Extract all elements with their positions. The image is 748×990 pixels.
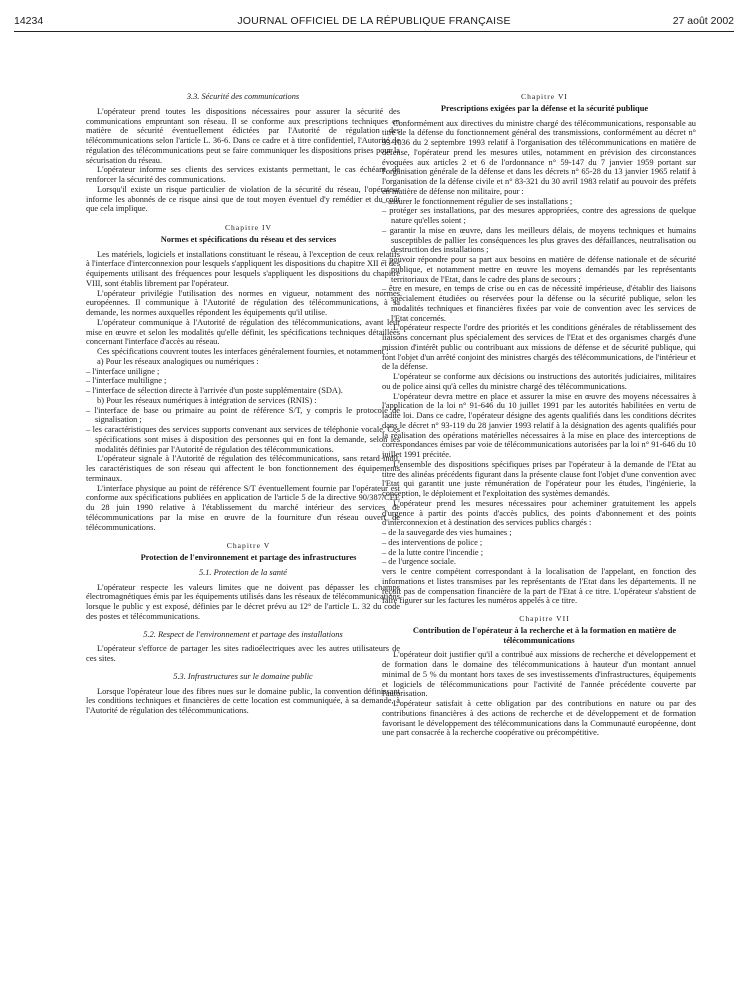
list-item: – de la lutte contre l'incendie ;: [382, 547, 484, 557]
paragraph: Lorsqu'il existe un risque particulier de violation de la sécurité du réseau, l'opérateur informe les abonnés de ce risque ainsi que de tout moyen éventuel d'y remédier et du coût que cela implique.: [86, 184, 400, 214]
paragraph: L'opérateur privilégie l'utilisation des normes en vigueur, notamment des normes européennes. Il communique à l'Autorité de régulation des télécommunications, à sa demande, les normes auxquelles répondent les équipements qu'il utilise.: [86, 288, 400, 317]
paragraph: L'ensemble des dispositions spécifiques prises par l'opérateur à la demande de l'Etat au titre des alinéas précédents figurant dans la présente clause font l'objet d'une convention avec l'Etat qui garantit une juste rémunération de l'opérateur pour les études, l'ingénierie, la conception, le déploiement et l'exploitation des systèmes demandés.: [382, 459, 696, 498]
paragraph: L'opérateur respecte l'ordre des priorités et les conditions générales de rétablissement des liaisons concernant plus spécialement des services de l'Etat et des organismes chargés d'une mission d'intérêt public ou contribuant aux missions de défense et de sécurité publique, qui font l'objet d'un arrêté conjoint des ministres chargés des télécommunications, de l'intérieur et de la défense.: [382, 323, 696, 372]
paragraph: L'opérateur respecte les valeurs limites que ne doivent pas dépasser les champs électromagnétiques émis par les équipements utilisés dans les réseaux de télécommunications lorsque le public y est exposé, définies par le décret prévu au 12° de l'article L. 32 du code des postes et télécommunications.: [86, 582, 400, 621]
paragraph: L'opérateur informe ses clients des services existants permettant, le cas échéant, de renforcer la sécurité des communications.: [86, 165, 400, 184]
list-item: – des interventions de police ;: [382, 537, 483, 547]
paragraph: L'opérateur signale à l'Autorité de régulation des télécommunications, sans retard indû, les caractéristiques de son réseau qui affectent le bon fonctionnement des équipements terminaux.: [86, 454, 400, 483]
section-5-3-heading: 5.3. Infrastructures sur le domaine public: [173, 671, 313, 681]
paragraph: Les matériels, logiciels et installations constituant le réseau, à l'exception de ceux relatifs à l'interface d'interconnexion pour lesquels s'appliquent les dispositions du chapitre XII et des équipements utilisant des fréquences pour lesquels s'appliquent les dispositions du chapitre VIII, sont établis librement par l'opérateur.: [86, 249, 400, 288]
left-column: [86, 92, 400, 716]
paragraph: L'opérateur s'efforce de partager les sites radioélectriques avec les autres utilisateurs de ces sites.: [86, 644, 400, 663]
list-item: – garantir la mise en œuvre, dans les meilleurs délais, de moyens techniques et humains susceptibles de pallier les conséquences les plus graves des défaillances, neutralisation ou destruction des installations ;: [382, 225, 696, 255]
right-column: [382, 92, 696, 738]
paragraph: Conformément aux directives du ministre chargé des télécommunications, responsable au titre de la défense du fonctionnement général des transmissions, conformément au décret n° 93-1036 du 2 septembre 1993 relatif à l'organisation des télécommunications en matière de défense, l'opérateur prend les mesures utiles, notamment en prévision des circonstances évoquées aux articles 2 et 6 de l'ordonnance n° 59-147 du 7 janvier 1959 portant sur l'organisation générale de la défense et dans les décrets n° 65-28 du 13 janvier 1965 relatif à l'organisation de la défense civile et n° 83-321 du 30 avril 1983 relatif au pouvoir des préfets en matière de défense non militaire, pour :: [382, 118, 696, 196]
chapter-v-label: Chapitre V: [226, 541, 271, 551]
list-item: – l'interface de base ou primaire au point de référence S/T, y compris le protocole de signalisation ;: [86, 405, 400, 425]
paragraph: L'opérateur prend toutes les dispositions nécessaires pour assurer la sécurité des communications empruntant son réseau. Il se conforme aux prescriptions techniques en matière de sécurité éventuellement édictées par l'Autorité de régulation des télécommunications selon l'article L. 36-6. Dans ce cadre et à titre confidentiel, l'Autorité de régulation des télécommunications peut se faire communiquer les dispositions prises pour la sécurisation du réseau.: [86, 106, 400, 165]
defense-measures-list: [382, 197, 696, 324]
interface-list-b: [86, 406, 400, 455]
list-item: – de la sauvegarde des vies humaines ;: [382, 528, 512, 537]
paragraph: Lorsque l'opérateur loue des fibres nues sur le domaine public, la convention définissant les conditions techniques et financières de cette location est communiquée, à sa demande, à l'Autorité de régulation des télécommunications.: [86, 686, 400, 715]
list-heading-a: a) Pour les réseaux analogiques ou numériques :: [97, 356, 259, 366]
paragraph: L'opérateur devra mettre en place et assurer la mise en œuvre des moyens nécessaires à l'application de la loi n° 91-646 du 10 juillet 1991 par les autorités habilitées en vertu de ladite loi. Dans ce cadre, l'opérateur désigne des agents qualifiés dans les conditions décrites dans le décret n° 93-119 du 28 janvier 1993 relatif à la désignation des agents qualifiés pour la réalisation des opérations matérielles nécessaires à la mise en place des interceptions de correspondances émises par voie de télécommunications autorisées par la loi n° 91-646 du 10 juillet 1991 précitée.: [382, 391, 696, 459]
list-item: – être en mesure, en temps de crise ou en cas de nécessité impérieuse, d'établir des liaisons spécialement étudiées ou réservées pour la défense ou la sécurité publique, selon les modalités techniques et financières fixées par voie de convention avec les services de l'Etat concernés.: [382, 284, 696, 323]
chapter-vii-title: Contribution de l'opérateur à la recherche et à la formation en matière de télécommunications: [412, 625, 677, 645]
list-item: – pouvoir répondre pour sa part aux besoins en matière de défense nationale et de sécurité publique, et notamment mettre en œuvre les moyens demandés par les représentants territoriaux de l'Etat, dans le cadre des plans de secours ;: [382, 255, 696, 284]
list-item: – l'interface uniligne ;: [86, 366, 160, 376]
paragraph: L'opérateur communique à l'Autorité de régulation des télécommunications, avant leur mise en œuvre et selon les modalités qu'elle définit, les spécifications techniques détaillées concernant l'interface d'accès au réseau.: [86, 317, 400, 347]
chapter-iv-title: Normes et spécifications du réseau et des services: [160, 234, 337, 244]
chapter-iv-label: Chapitre IV: [224, 223, 273, 232]
paragraph: L'opérateur doit justifier qu'il a contribué aux missions de recherche et développement et de formation dans le domaine des télécommunications à hauteur d'un montant annuel minimal de 5 % du montant hors taxes de ses investissements d'infrastructures, équipements et logiciels de télécommunications pour l'activité de l'année précédente couverte par l'autorisation.: [382, 650, 696, 699]
chapter-vii-label: Chapitre VII: [519, 614, 570, 623]
list-item: – les caractéristiques des services supports convenant aux services de téléphonie vocale. Ces spécifications sont mises à disposition des personnes qui en font la demande, selon les modalités définies par l'Autorité de régulation des télécommunications.: [86, 425, 400, 454]
list-item: – de l'urgence sociale.: [382, 557, 456, 567]
paragraph: Ces spécifications couvrent toutes les interfaces généralement fournies, et notamment :: [97, 347, 389, 356]
list-heading-b: b) Pour les réseaux numériques à intégration de services (RNIS) :: [97, 395, 317, 405]
emergency-services-list: [382, 528, 696, 567]
list-item: – protéger ses installations, par des mesures appropriées, contre des agressions de quelque nature qu'elles soient ;: [382, 206, 696, 225]
list-item: – l'interface multiligne ;: [86, 376, 167, 386]
list-item: – l'interface de sélection directe à l'arrivée d'un poste supplémentaire (SDA).: [86, 386, 343, 395]
paragraph: L'opérateur prend les mesures nécessaires pour acheminer gratuitement les appels d'urgence à partir des points d'accès publics, des points d'abonnement et des points d'interconnexion et à destination des services publics chargés :: [382, 498, 696, 528]
publication-date: 27 août 2002: [672, 15, 734, 27]
paragraph: L'interface physique au point de référence S/T éventuellement fournie par l'opérateur est conforme aux spécifications publiées en application de l'article 5 de la directive 90/387/CEE du 28 juin 1990 relative à l'établissement du marché intérieur des services de télécommunications par la mise en œuvre de la fourniture d'un réseau ouvert de télécommunications.: [86, 483, 400, 532]
paragraph: vers le centre compétent correspondant à la localisation de l'appelant, en fonction des informations et listes transmises par les représentants de l'Etat dans les départements. Il ne reçoit pas de compensation financière de la part de l'Etat à ce titre. L'opérateur s'abstient de faire figurer sur les factures les numéros appelés à ce titre.: [382, 567, 696, 606]
chapter-v-title: Protection de l'environnement et partage des infrastructures: [140, 553, 357, 562]
chapter-vi-label: Chapitre VI: [521, 92, 568, 101]
section-3-3-heading: 3.3. Sécurité des communications: [186, 92, 300, 101]
page-number: 14234: [14, 15, 44, 27]
list-item: – assurer le fonctionnement régulier de ses installations ;: [382, 196, 573, 206]
section-5-1-heading: 5.1. Protection de la santé: [198, 567, 288, 577]
journal-title: JOURNAL OFFICIEL DE LA RÉPUBLIQUE FRANÇAISE: [237, 15, 511, 27]
chapter-vi-title: Prescriptions exigées par la défense et la sécurité publique: [440, 103, 649, 113]
section-5-2-heading: 5.2. Respect de l'environnement et partage des installations: [143, 629, 343, 639]
page-header: [14, 15, 734, 31]
interface-list-a: [86, 367, 400, 396]
header-rule: [14, 31, 734, 32]
paragraph: L'opérateur se conforme aux décisions ou instructions des autorités judiciaires, militaires ou de police ainsi qu'à celles du ministre chargé des télécommunications.: [382, 372, 696, 391]
paragraph: L'opérateur satisfait à cette obligation par des contributions en nature ou par des contributions financières à des actions de recherche et de développement et de formation favorisant le développement des télécommunications dans la Communauté européenne, dont une part consacrée à la recherche coopérative ou précompétitive.: [382, 699, 696, 738]
